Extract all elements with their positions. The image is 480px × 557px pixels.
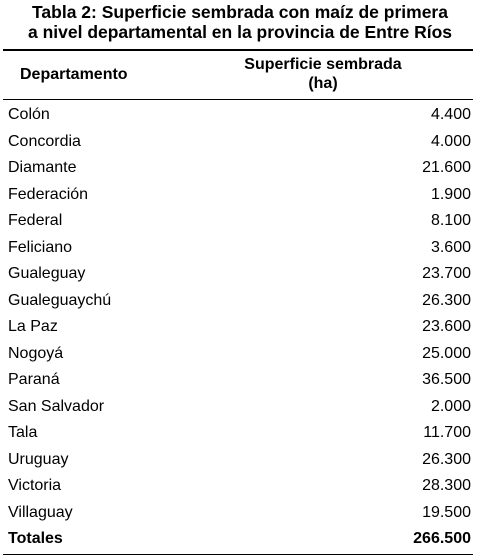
totals-value: 266.500 <box>413 530 471 547</box>
departamento-cell: Nogoyá <box>8 344 64 362</box>
table-body <box>3 103 473 554</box>
table-header <box>3 51 473 99</box>
column-header-superficie <box>213 55 433 93</box>
table-row <box>3 501 473 528</box>
departamento-cell: Diamante <box>8 159 77 176</box>
superficie-cell: 26.300 <box>422 450 471 468</box>
bottom-rule <box>3 554 473 555</box>
superficie-cell: 11.700 <box>423 424 471 441</box>
table-row <box>3 395 473 422</box>
column-header-superficie-line-1: Superficie sembrada <box>244 56 402 73</box>
table-row <box>3 209 473 236</box>
departamento-cell: Colón <box>8 106 50 123</box>
superficie-cell: 2.000 <box>430 397 471 415</box>
table-row <box>3 315 473 342</box>
totals-label: Totales <box>8 530 63 547</box>
departamento-cell: Concordia <box>8 132 81 150</box>
table-title <box>0 2 480 42</box>
table-row <box>3 289 473 316</box>
superficie-cell: 19.500 <box>422 503 471 521</box>
superficie-cell: 1.900 <box>430 185 471 203</box>
departamento-cell: Victoria <box>8 477 62 494</box>
table-row <box>3 368 473 395</box>
superficie-cell: 28.300 <box>422 477 471 494</box>
departamento-cell: Gualeguaychú <box>8 291 112 309</box>
data-table <box>3 49 473 555</box>
departamento-cell: Feliciano <box>8 238 73 256</box>
table-row <box>3 183 473 210</box>
column-header-superficie-line-2: (ha) <box>308 75 338 92</box>
table-row <box>3 130 473 157</box>
header-rule <box>3 99 473 100</box>
superficie-cell: 21.600 <box>422 159 471 176</box>
superficie-cell: 26.300 <box>422 291 471 309</box>
table-row <box>3 474 473 501</box>
departamento-cell: Uruguay <box>8 450 69 468</box>
departamento-cell: Federación <box>8 185 89 203</box>
table-row <box>3 236 473 263</box>
table-row <box>3 103 473 130</box>
table-title-line-2: a nivel departamental en la provincia de Entre Ríos <box>27 22 453 42</box>
superficie-cell: 25.000 <box>422 344 471 362</box>
table-row <box>3 156 473 183</box>
departamento-cell: Paraná <box>8 371 60 388</box>
departamento-cell: San Salvador <box>8 397 105 415</box>
column-header-departamento: Departamento <box>20 66 128 83</box>
superficie-cell: 4.000 <box>430 132 471 150</box>
superficie-cell: 23.700 <box>422 265 471 282</box>
departamento-cell: La Paz <box>8 318 58 335</box>
superficie-cell: 3.600 <box>430 238 471 256</box>
table-row <box>3 262 473 289</box>
superficie-cell: 8.100 <box>430 212 471 229</box>
departamento-cell: Gualeguay <box>8 265 86 282</box>
superficie-cell: 4.400 <box>430 106 471 123</box>
departamento-cell: Villaguay <box>8 503 73 521</box>
table-row <box>3 342 473 369</box>
departamento-cell: Federal <box>8 212 63 229</box>
totals-row <box>3 527 473 554</box>
table-row <box>3 421 473 448</box>
table-row <box>3 448 473 475</box>
superficie-cell: 36.500 <box>422 371 471 388</box>
superficie-cell: 23.600 <box>422 318 471 335</box>
table-title-line-1: Tabla 2: Superficie sembrada con maíz de primera <box>32 2 448 22</box>
departamento-cell: Tala <box>8 424 38 441</box>
